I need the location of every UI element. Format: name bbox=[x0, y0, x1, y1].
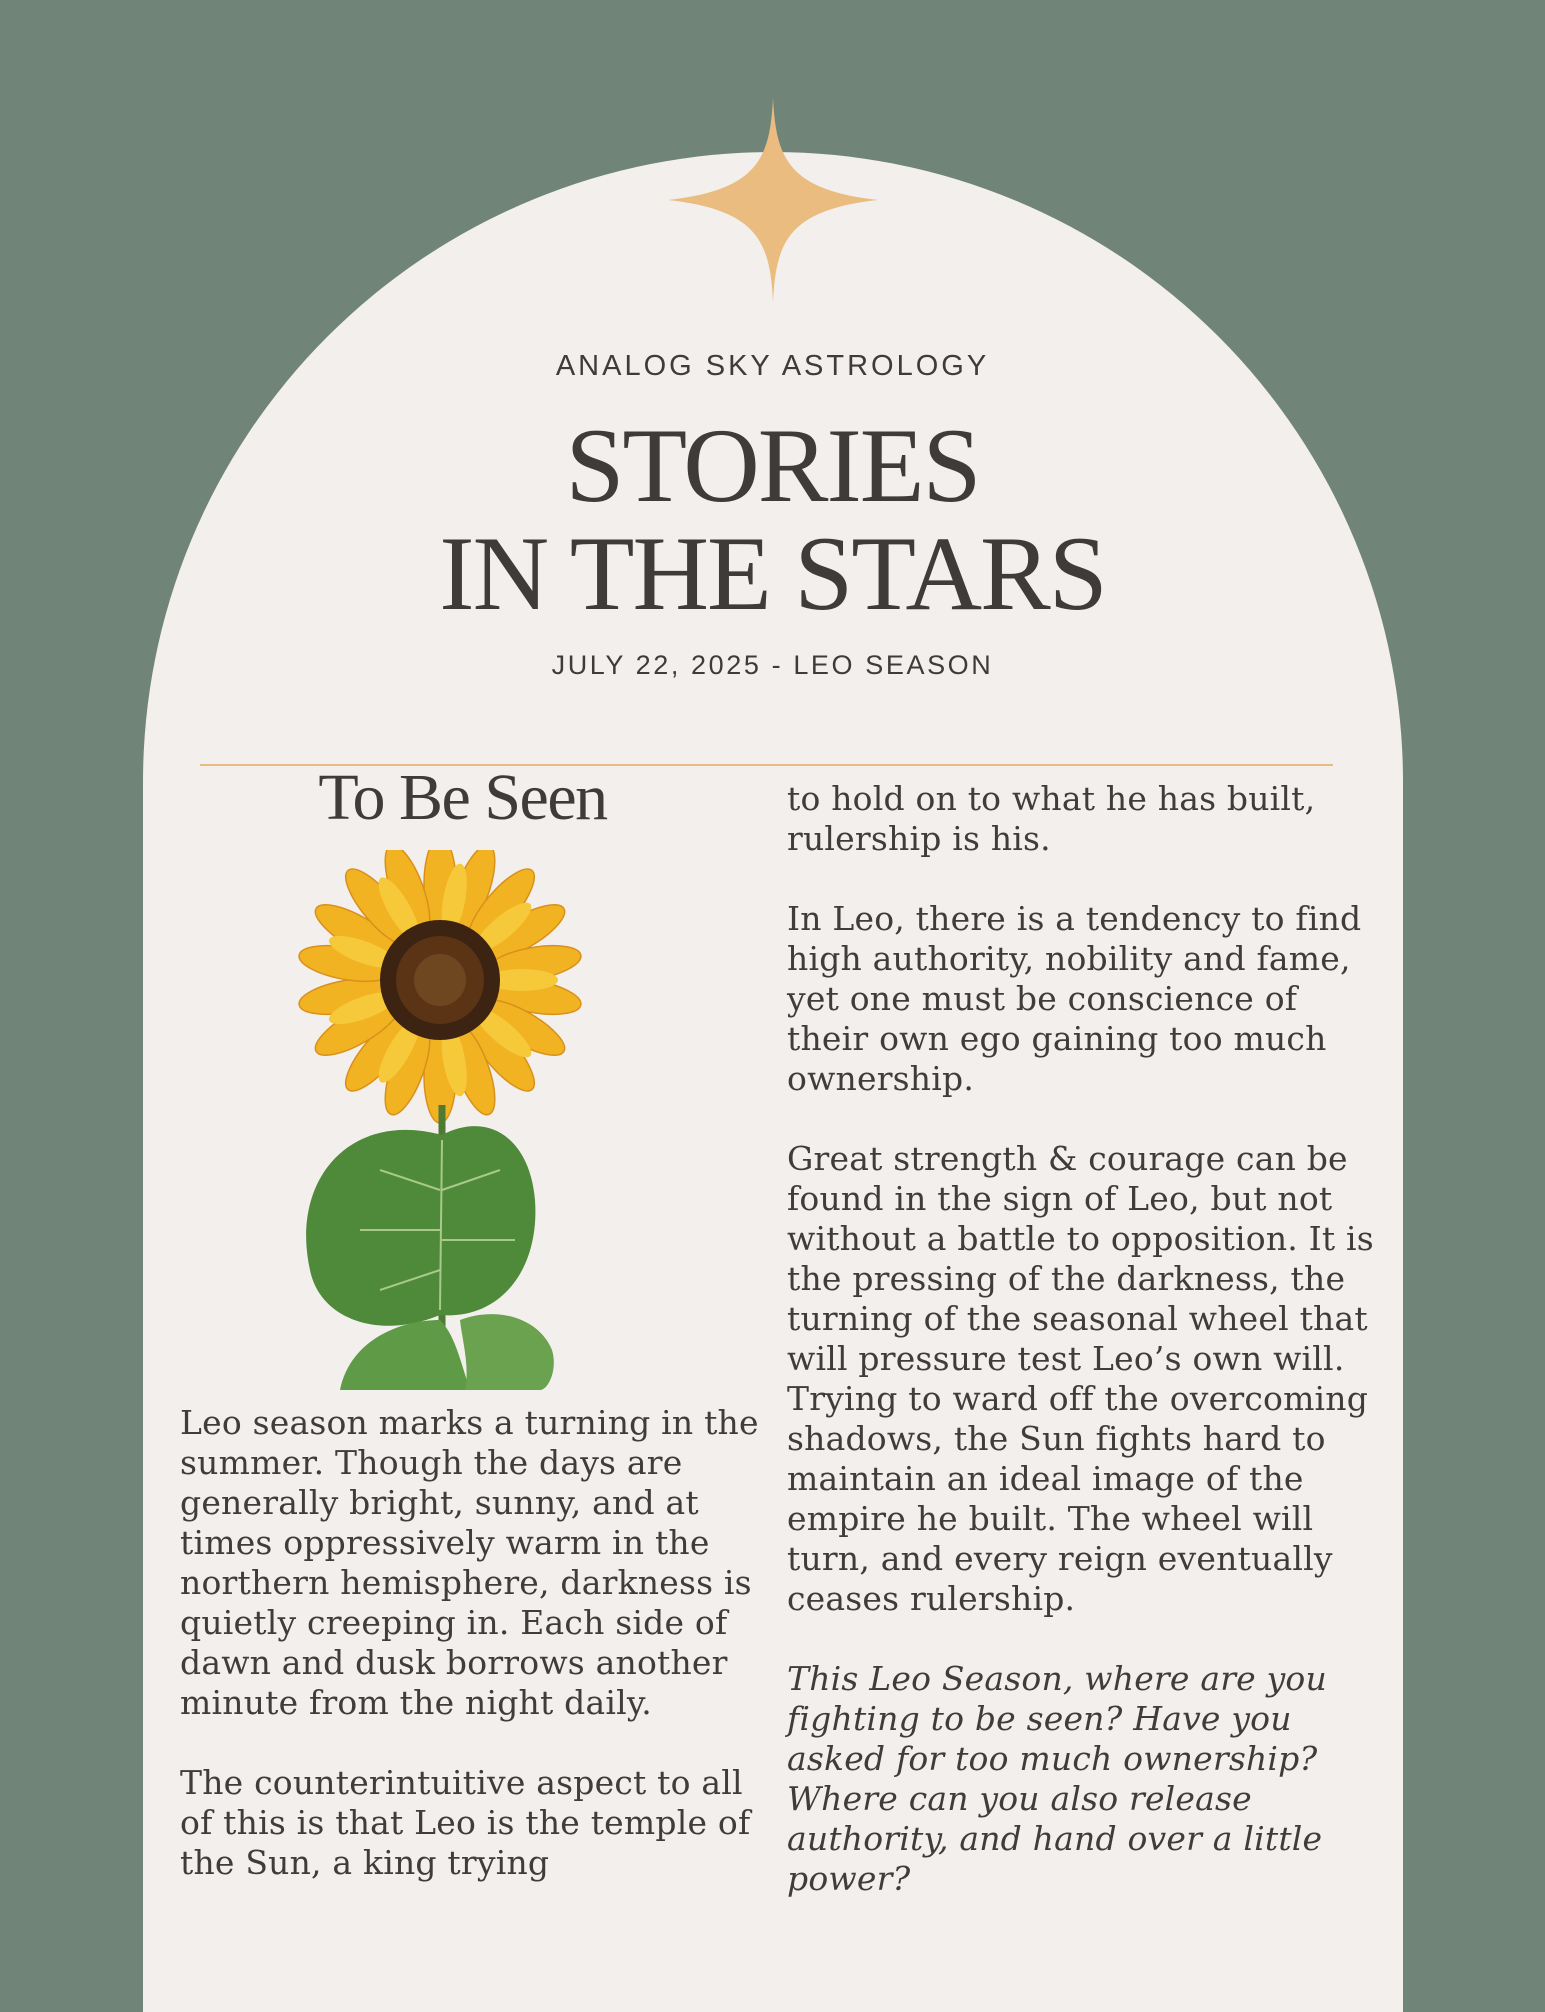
article-heading: To Be Seen bbox=[318, 761, 607, 834]
closing-question: This Leo Season, where are you fighting to be seen? Have you asked for too much ownership? Where can you also release authority, and hand over a little power? bbox=[787, 1659, 1327, 1898]
brand-kicker: ANALOG SKY ASTROLOGY bbox=[555, 350, 990, 382]
title-line-2: IN THE STARS bbox=[439, 515, 1106, 632]
sunflower-image bbox=[290, 850, 610, 1390]
dateline: JULY 22, 2025 - LEO SEASON bbox=[551, 650, 994, 680]
paragraph: The counterintuitive aspect to all of this is that Leo is the temple of the Sun, a king trying bbox=[180, 1763, 751, 1882]
paragraph: Great strength & courage can be found in the sign of Leo, but not without a battle to opposition. It is the pressing of the darkness, the turning of the seasonal wheel that will pressure test Leo’s own will. Trying to ward off the overcoming shadows, the Sun fights hard to maintain an ideal image of the empire he built. The wheel will turn, and every reign eventually ceases rulership. bbox=[787, 1139, 1374, 1618]
sparkle-star-icon bbox=[668, 98, 878, 302]
article-column-right bbox=[787, 779, 1387, 1939]
paragraph: Leo season marks a turning in the summer. Though the days are generally bright, sunny, and at times oppressively warm in the northern hemisphere, darkness is quietly creeping in. Each side of dawn and dusk borrows another minute from the night daily. bbox=[180, 1403, 759, 1722]
title-line-1: STORIES bbox=[565, 407, 980, 524]
paragraph: to hold on to what he has built, rulership is his. bbox=[787, 779, 1316, 858]
paragraph: In Leo, there is a tendency to find high authority, nobility and fame, yet one must be conscience of their own ego gaining too much ownership. bbox=[787, 899, 1362, 1098]
article-column-left bbox=[180, 1403, 770, 1923]
page-title bbox=[0, 407, 1545, 632]
